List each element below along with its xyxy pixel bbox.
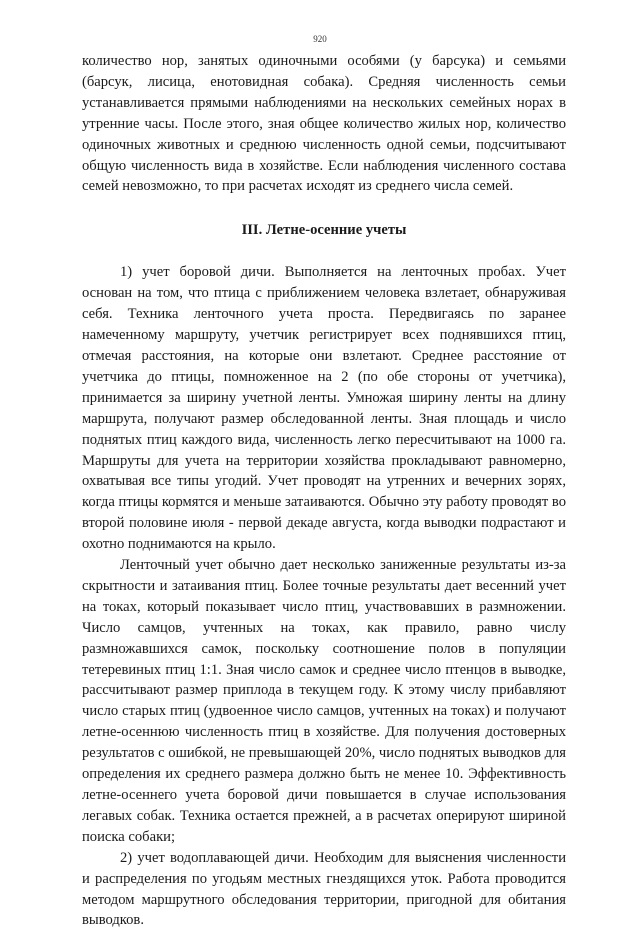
paragraph-strip-count-accuracy: Ленточный учет обычно дает несколько заниженные результаты из-за скрытности и затаивания птиц. Более точные результаты дает весенний учет на токах, который показывает число птиц, участвовавших в размножении. Число самцов, учтенных на токах, как правило, равно числу размножавшихся самок, поскольку соотношение полов в популяции тетеревиных птиц 1:1. Зная число самок и среднее число птенцов в выводке, рассчитывают размер приплода в текущем году. К этому числу прибавляют число старых птиц (удвоенное число самцов, учтенных на токах) и получают летне-осеннюю численность птиц в хозяйстве. Для получения достоверных результатов с ошибкой, не превышающей 20%, число поднятых выводков для определения их среднего размера должно быть не менее 10. Эффективность летне-осеннего учета боровой дичи повышается в случае использования легавых собак. Техника остается прежней, а в расчетах оперируют шириной поиска собаки;: [82, 557, 566, 845]
page-number: 920: [313, 34, 327, 44]
paragraph-burrow-census-continued: количество нор, занятых одиночными особями (у барсука) и семьями (барсук, лисица, енотовидная собака). Средняя численность семьи устанавливается прямыми наблюдениями на нескольких семейных норах в утренние часы. После этого, зная общее количество жилых нор, количество одиночных животных и среднюю численность одной семьи, подсчитывают общую численность вида в хозяйстве. Если наблюдения численного состава семей невозможно, то при расчетах исходят из среднего числа семей.: [82, 53, 566, 195]
paragraph-waterfowl-count: 2) учет водоплавающей дичи. Необходим для выяснения численности и распределения по угодьям местных гнездящихся уток. Работа проводится методом маршрутного обследования территории, пригодной для обитания выводков.: [82, 849, 566, 929]
document-body: [82, 51, 566, 931]
section-heading: III. Летне-осенние учеты: [241, 222, 407, 239]
paragraph-upland-game-count: 1) учет боровой дичи. Выполняется на ленточных пробах. Учет основан на том, что птица с приближением человека взлетает, обнаруживая себя. Техника ленточного учета проста. Передвигаясь по заранее намеченному маршруту, учетчик регистрирует всех поднявшихся птиц, отмечая расстояния, на которые они взлетают. Среднее расстояние от учетчика до птицы, помноженное на 2 (по обе стороны от учетчика), принимается за ширину учетной ленты. Умножая ширину ленты на длину маршрута, получают размер обследованной ленты. Зная площадь и число поднятых птиц каждого вида, численность легко пересчитывают на 1000 га. Маршруты для учета на территории хозяйства прокладывают равномерно, охватывая все типы угодий. Учет проводят на утренних и вечерних зорях, когда птицы кормятся и меньше затаиваются. Обычно эту работу проводят во второй половине июля - первой декаде августа, когда выводки подрастают и охотно поднимаются на крыло.: [82, 264, 566, 553]
